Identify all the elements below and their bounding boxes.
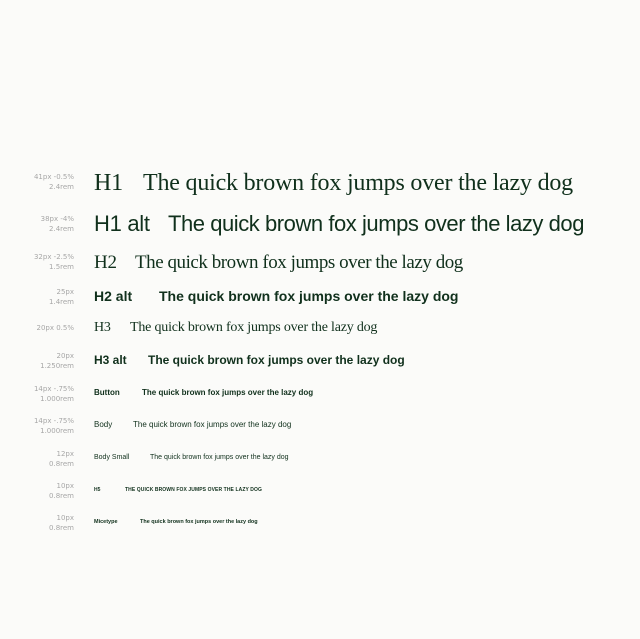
type-sample: The quick brown fox jumps over the lazy dog [168,211,584,236]
type-spec [0,449,74,469]
type-spec-size: 20px [56,352,74,360]
type-sample: The quick brown fox jumps over the lazy dog [130,320,378,335]
type-spec [0,214,74,234]
type-sample: The quick brown fox jumps over the lazy dog [143,170,573,196]
type-spec-size: 14px -.75% [33,417,74,425]
type-spec-size: 12px [56,450,74,458]
type-spec-size: 32px -2.5% [33,253,74,261]
type-style-name: H1 alt [94,211,150,236]
type-sample: THE QUICK BROWN FOX JUMPS OVER THE LAZY DOG [125,487,262,493]
type-spec [0,351,74,371]
type-spec [0,416,74,436]
type-sample: The quick brown fox jumps over the lazy dog [135,252,463,273]
type-spec-size: 25px [56,288,74,296]
type-style-name: Button [94,388,120,397]
type-spec-size: 41px -0.5% [33,173,74,181]
type-spec-rem: 2.4rem [49,183,74,191]
type-spec [0,513,74,533]
type-sample: The quick brown fox jumps over the lazy dog [142,388,314,397]
type-spec [0,481,74,501]
type-spec [0,384,74,404]
type-style-name: H2 [94,252,117,273]
type-style-name: H3 [94,320,111,335]
type-style-name: Body Small [94,454,130,461]
type-spec-rem: 0.8rem [49,460,74,468]
type-spec-size: 14px -.75% [33,385,74,393]
type-spec-rem: 1.000rem [40,395,74,403]
type-spec-rem: 2.4rem [49,225,74,233]
type-sample: The quick brown fox jumps over the lazy dog [133,420,292,429]
type-sample: The quick brown fox jumps over the lazy dog [140,519,258,525]
type-style-name: H1 [94,170,123,196]
type-sample: The quick brown fox jumps over the lazy dog [150,454,289,461]
type-spec-rem: 1.250rem [40,362,74,370]
type-spec-size: 38px -4% [40,215,74,223]
type-style-name: H5 [94,487,101,493]
type-spec-size: 20px 0.5% [36,324,74,332]
type-spec-rem: 0.8rem [49,492,74,500]
type-style-name: Body [94,420,113,429]
type-spec [0,252,74,272]
type-sample: The quick brown fox jumps over the lazy dog [159,288,459,304]
type-style-name: H2 alt [94,288,133,304]
type-spec [0,323,74,333]
type-spec-rem: 1.4rem [49,298,74,306]
type-spec-rem: 0.8rem [49,524,74,532]
type-style-name: H3 alt [94,353,127,367]
type-spec-size: 10px [56,514,74,522]
type-spec-size: 10px [56,482,74,490]
type-spec-rem: 1.5rem [49,263,74,271]
type-spec [0,287,74,307]
type-style-name: Micetype [94,519,118,525]
type-spec [0,172,74,192]
type-sample: The quick brown fox jumps over the lazy dog [148,353,405,367]
type-spec-rem: 1.000rem [40,427,74,435]
